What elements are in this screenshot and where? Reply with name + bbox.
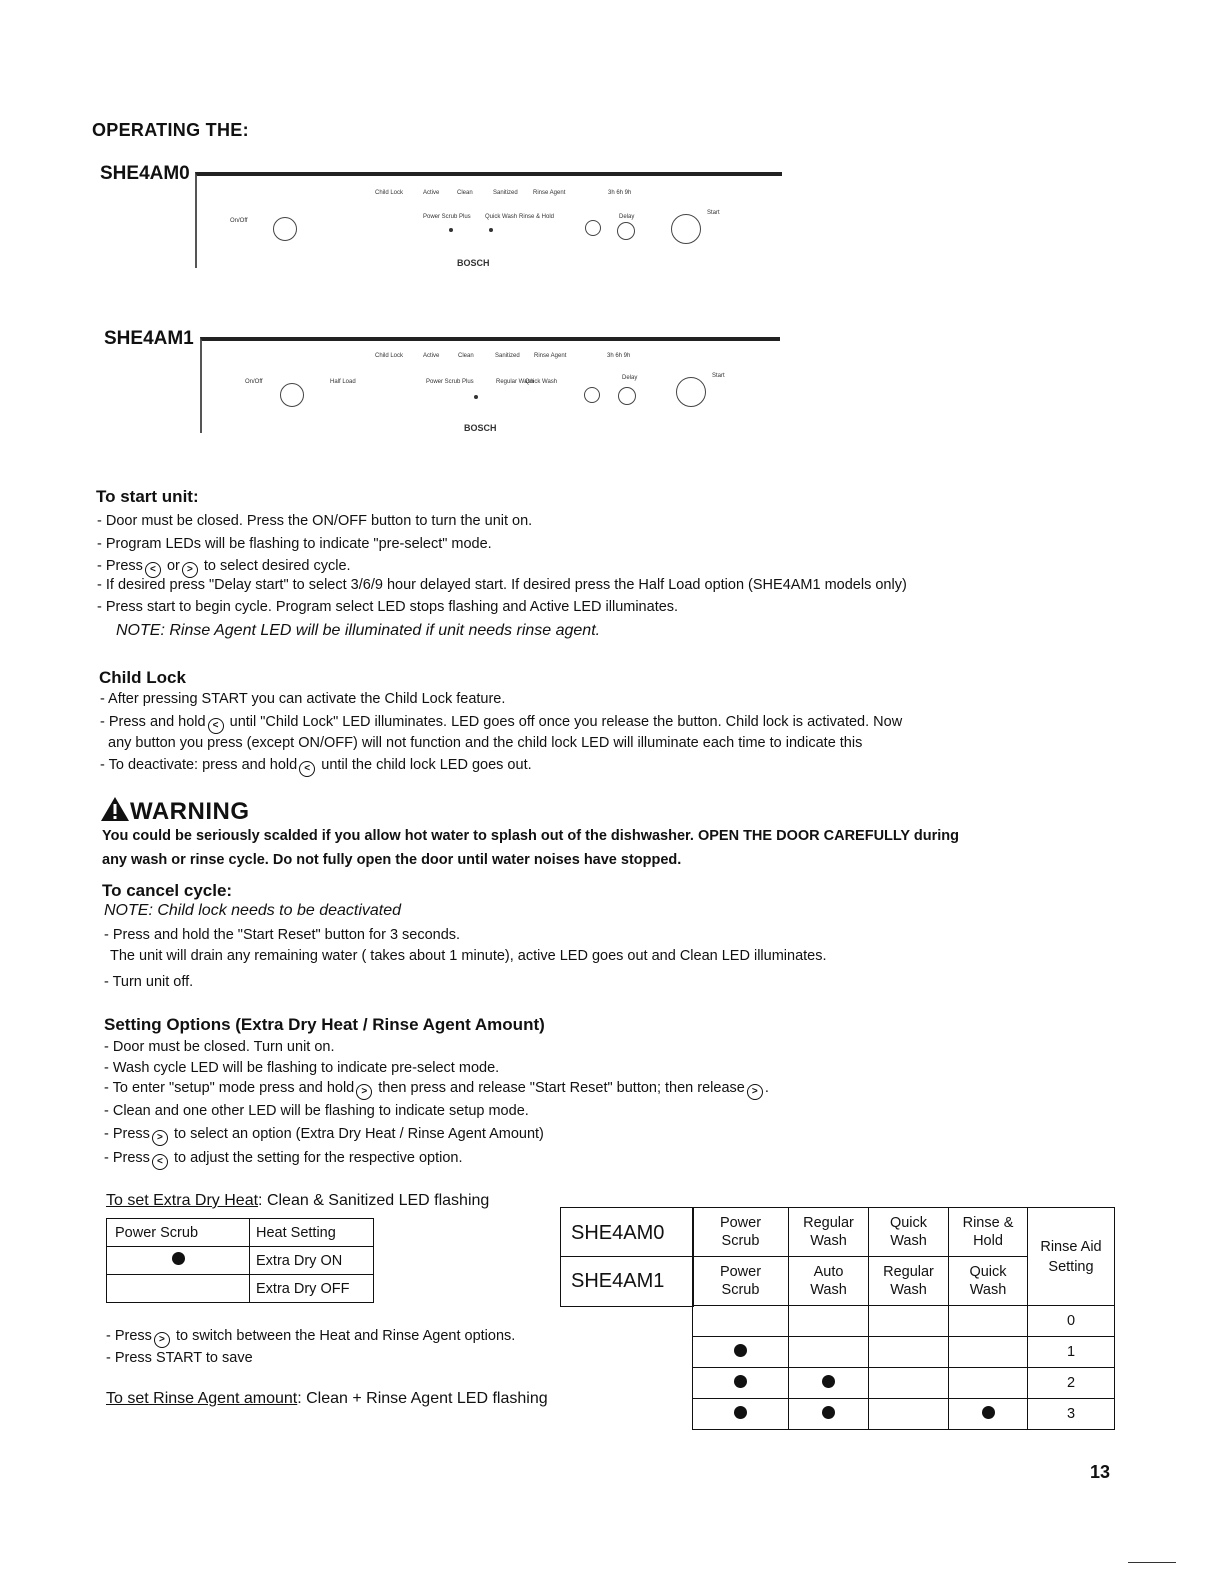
rinse-setting-value: 1 [1028, 1337, 1115, 1368]
section-title-setting-options: Setting Options (Extra Dry Heat / Rinse Agent Amount) [104, 1015, 545, 1034]
left-arrow-icon: < [145, 562, 161, 578]
delay-button-b[interactable] [618, 387, 636, 405]
right-arrow-icon: > [152, 1130, 168, 1146]
page-heading: OPERATING THE: [92, 120, 249, 140]
model-label-she4am1: SHE4AM1 [104, 328, 194, 349]
next-cycle-button-b[interactable] [584, 387, 600, 403]
right-arrow-icon: > [154, 1332, 170, 1348]
section-title-cancel: To cancel cycle: [102, 881, 233, 900]
rinse-agent-title: To set Rinse Agent amount: Clean + Rinse Agent LED flashing [106, 1390, 548, 1407]
warning-triangle-icon [100, 796, 130, 822]
start-button[interactable] [671, 214, 701, 244]
note-rinse-agent: NOTE: Rinse Agent LED will be illuminated if unit needs rinse agent. [116, 622, 601, 639]
control-panel-she4am0: On/Off Child Lock Active Clean Sanitized Rinse Agent 3h 6h 9h Power Scrub Plus Quick Wash Rinse & Hold Delay Start BOSCH [195, 172, 785, 272]
control-panel-she4am1: On/Off Half Load Child Lock Active Clean Sanitized Rinse Agent 3h 6h 9h Power Scrub Plus Regular Wash Quick Wash Delay Start BOSCH [200, 337, 790, 437]
extra-dry-table: Power Scrub Heat Setting Extra Dry ON Extra Dry OFF [106, 1218, 374, 1303]
table-row [693, 1306, 1115, 1337]
bullet-dot [734, 1375, 747, 1388]
divider [1128, 1562, 1176, 1563]
bullet-dot [822, 1406, 835, 1419]
delay-button[interactable] [617, 222, 635, 240]
bullet-dot [734, 1344, 747, 1357]
section-title-start: To start unit: [96, 487, 199, 506]
table-row [693, 1337, 1115, 1368]
warning-heading: WARNING [100, 796, 250, 826]
rinse-setting-value: 3 [1028, 1399, 1115, 1430]
left-arrow-icon: < [208, 718, 224, 734]
table-row [693, 1399, 1115, 1430]
start-button-b[interactable] [676, 377, 706, 407]
onoff-button[interactable] [273, 217, 297, 241]
led-labels: Child Lock [375, 190, 404, 196]
onoff-label: On/Off [230, 218, 248, 224]
extra-dry-title: To set Extra Dry Heat: Clean & Sanitized LED flashing [106, 1192, 490, 1209]
bullet-dot [982, 1406, 995, 1419]
model-label-she4am0: SHE4AM0 [100, 163, 190, 184]
rinse-setting-value: 2 [1028, 1368, 1115, 1399]
right-arrow-icon: > [356, 1084, 372, 1100]
onoff-button-b[interactable] [280, 383, 304, 407]
section-title-child-lock: Child Lock [99, 668, 186, 687]
rinse-setting-value: 0 [1028, 1306, 1115, 1337]
bullet-dot [172, 1252, 185, 1265]
table-row [693, 1368, 1115, 1399]
rinse-agent-table: Power Scrub Regular Wash Quick Wash Rinse & Hold Rinse Aid Setting Power Scrub Auto Wash Regular Wash Quick Wash 0 1 2 3 [692, 1207, 1115, 1430]
rinse-model-box: SHE4AM0 SHE4AM1 [560, 1207, 694, 1307]
bullet-dot [822, 1375, 835, 1388]
bosch-logo: BOSCH [457, 258, 490, 268]
left-arrow-icon: < [299, 761, 315, 777]
left-arrow-icon: < [152, 1154, 168, 1170]
right-arrow-icon: > [747, 1084, 763, 1100]
page-number: 13 [1090, 1462, 1111, 1482]
right-arrow-icon: > [182, 562, 198, 578]
next-cycle-button[interactable] [585, 220, 601, 236]
bullet-dot [734, 1406, 747, 1419]
